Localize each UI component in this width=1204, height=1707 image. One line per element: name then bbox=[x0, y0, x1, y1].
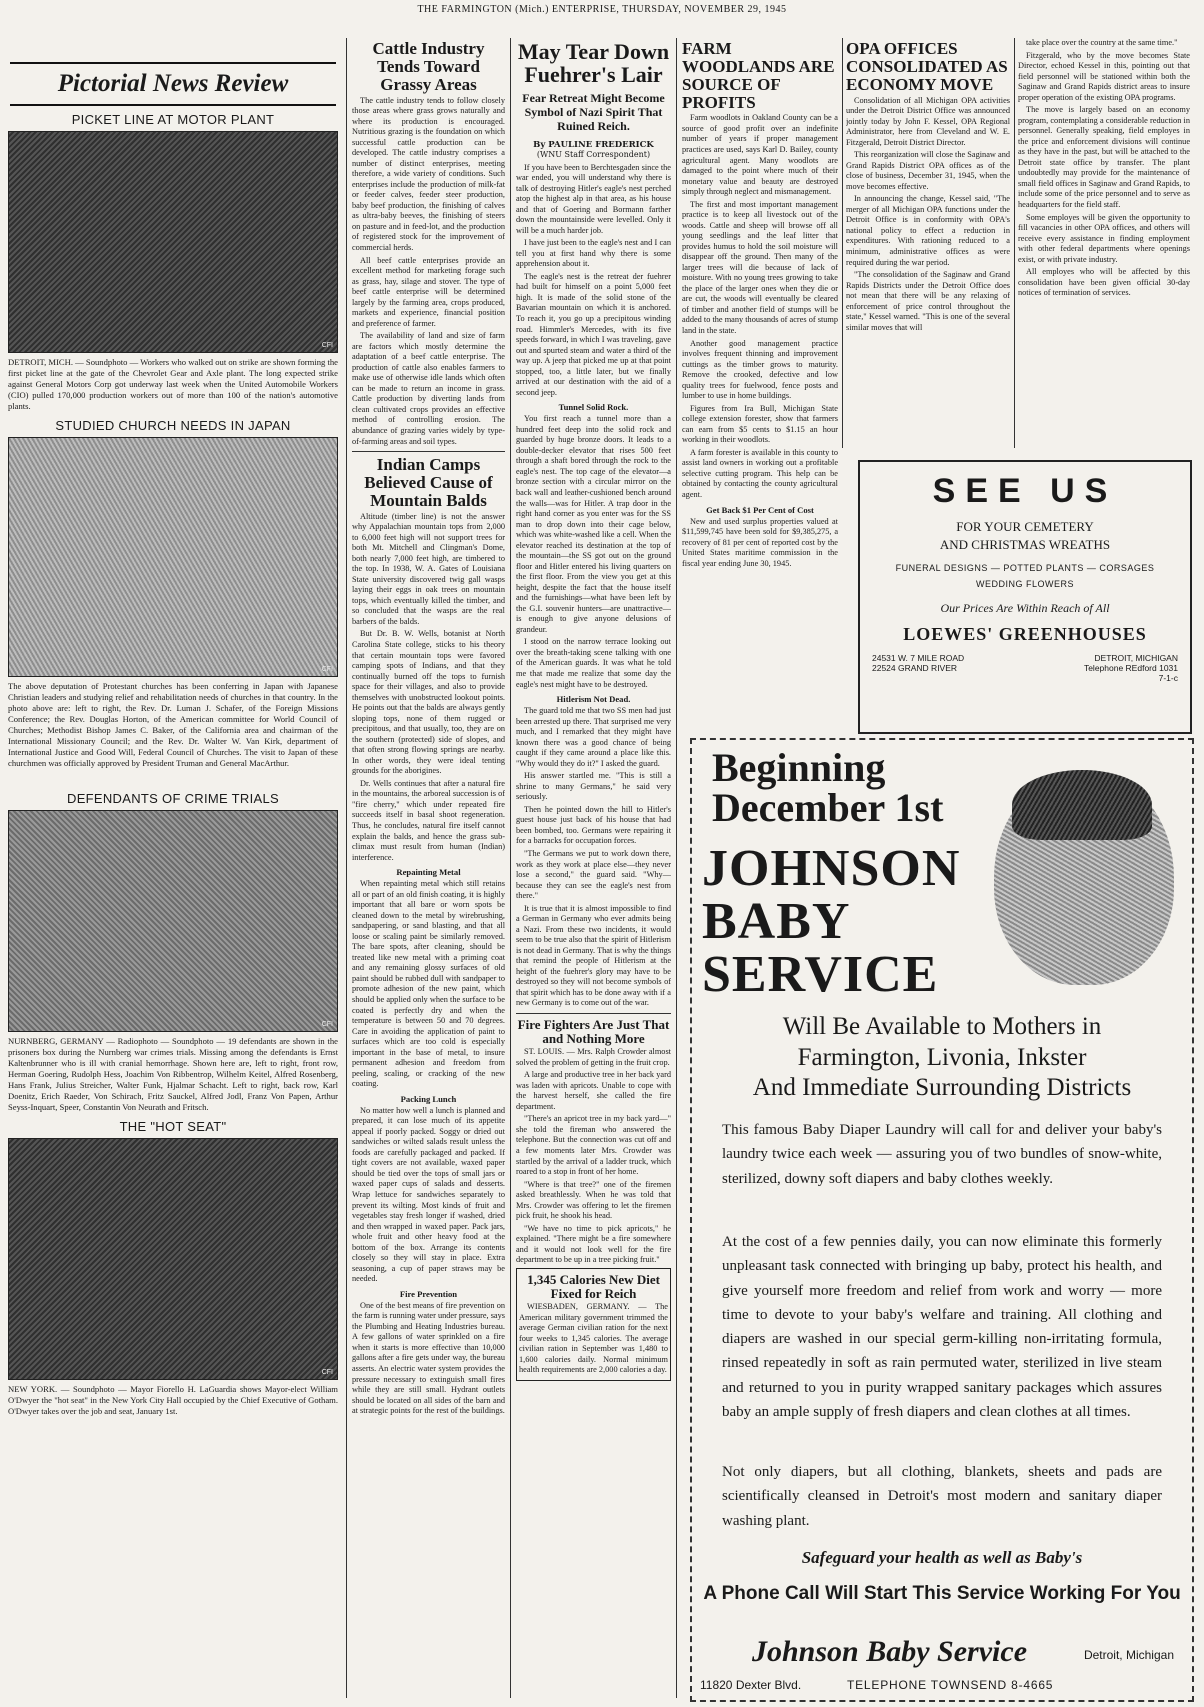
ad-line: AND CHRISTMAS WREATHS bbox=[939, 537, 1111, 552]
article-paragraph: But Dr. B. W. Wells, botanist at North Carolina State college, sticks to his theory that certain mountain tops were favored camping spots of Indians, and that they continually burned off the tops to furnish space for their villages, and also to provide themselves with unobstructed lookout points. He points out that the balds are always gently sloping tops, none of them rugged or precipitous, and that usually, too, they are on the southern (protected) side of slopes, and that often strong flowing springs are nearby. In other words, they were ideal tenting grounds for the aborigines. bbox=[352, 629, 505, 776]
photo-nurnberg-defendants bbox=[8, 810, 338, 1032]
ad-availability-line: Will Be Available to Mothers in bbox=[782, 1013, 1102, 1040]
johnson-baby-ad bbox=[690, 738, 1194, 1702]
photo-picket-line bbox=[8, 131, 338, 353]
column-rule bbox=[676, 38, 677, 1698]
article-paragraph: In announcing the change, Kessel said, "The merger of all Michigan OPA functions under the Detroit Office is in conformity with OPA's national policy to effect a reduction in expenditures. With rationing reduced to a minimum, administrative offices as were required during the war period. bbox=[846, 194, 1010, 267]
calories-box bbox=[516, 1268, 671, 1381]
ad-business-name: LOEWES' GREENHOUSES bbox=[903, 624, 1147, 644]
column-3 bbox=[516, 38, 671, 1698]
ad-phone: Telephone REdford 1031 bbox=[1083, 663, 1178, 673]
article-paragraph: This reorganization will close the Saginaw and Grand Rapids District OPA offices as of the close of business, December 31, 1945, when the move becomes effective. bbox=[846, 150, 1010, 191]
article-paragraph: You first reach a tunnel more than a hundred feet deep into the solid rock and guarded by huge bronze doors. It leads to a double-decker elevator that rises 500 feet through a shaft bored through the rock to the eagle's nest. The top cage of the elevator—a bronze section with a circular mirror on the back wall and leather-cushioned bench around the walls—was for Hitler. A trap door in the right hand corner as you enter was for the SS man to drop down into their cage below, which was white-washed like a cell. When the elevator reached its destination at the top of the mountain—the SS got out on the ground floor and Hitler entered his living quarters on the first floor. From the view you get at this height, despite the fact that the house itself and the furnishings—what have been left by the G.I. souvenir hunters—are unattractive—is enough to give anyone delusions of grandeur. bbox=[516, 414, 671, 634]
ad-city: DETROIT, MICHIGAN bbox=[1094, 653, 1178, 663]
article-paragraph: It is true that it is almost impossible to find a German in Germany who ever admits being a Nazi. From these two incidents, it would seem to be true also that the spirit of Hitlerism is not dead in Germany. That is why the things that remind the people of Hitlerism at the height of the fuehrer's glory may have to be destroyed so they will not become symbols of that spirit which has to be done away with if a new Germany is to come out of the war. bbox=[516, 903, 671, 1008]
column-rule bbox=[1014, 38, 1015, 448]
subheading: Hitlerism Not Dead. bbox=[556, 694, 631, 705]
photo-hot-seat bbox=[8, 1138, 338, 1380]
column-2 bbox=[352, 38, 505, 1698]
article-paragraph: WIESBADEN, GERMANY. — The American military government trimmed the average German civilian ration for the next four weeks to 1,345 calories. The average civilian ration in September was 1,480 to 1,600 calories daily. Normal minimum health requirements are 2,000 calories a day. bbox=[519, 1302, 668, 1375]
ad-line: FOR YOUR CEMETERY bbox=[956, 519, 1094, 534]
ad-see-us: SEE US bbox=[932, 472, 1118, 510]
photo-headline: DEFENDANTS OF CRIME TRIALS bbox=[67, 791, 279, 806]
lunch-headline: Packing Lunch bbox=[400, 1093, 457, 1104]
ad-company-line: BABY bbox=[702, 893, 851, 951]
article-paragraph: Then he pointed down the hill to Hitler's guest house just back of his house that had been bombed, too. Germans were repairing it for a barracks for occupation forces. bbox=[516, 804, 671, 846]
masthead: THE FARMINGTON (Mich.) ENTERPRISE, THURSDAY, NOVEMBER 29, 1945 bbox=[417, 4, 787, 15]
ad-address: 24531 W. 7 MILE ROAD bbox=[872, 653, 965, 663]
article-paragraph: The availability of land and size of farm are factors which mostly determine the adaptation of a beef cattle enterprise. The production of cattle also enables farmers to make use of otherwise idle lands which often can be made to return an income in grass. Cattle production by diverting lands from clean cultivated crops provides an effective method of controlling erosion. The abundance of grazing varies widely by type-of-farming areas and soil types. bbox=[352, 331, 505, 446]
article-paragraph: Altitude (timber line) is not the answer why Appalachian mountain tops from 2,000 to 6,000 feet high will not support trees for both Mt. Mitchell and Clingman's Dome, both nearly 7,000 feet high, are timbered to the top. In 1938, W. A. Gates of Louisiana State university discovered twig gall wasps laying their eggs in oak trees on mountain tops, which eventually killed the timber, and so concluded that the wasps are the real barbers of the balds. bbox=[352, 511, 505, 626]
column-5 bbox=[846, 38, 1010, 442]
photo-credit: CFI bbox=[321, 1021, 333, 1028]
photo-headline: PICKET LINE AT MOTOR PLANT bbox=[71, 112, 275, 127]
woodlands-headline: FARM WOODLANDS ARE SOURCE OF PROFITS bbox=[682, 39, 835, 112]
ad-paragraph: At the cost of a few pennies daily, you can now eliminate this formerly unpleasant task connected with bringing up baby, protect his health, and give yourself more freedom and relief from work and worry — more time to devote to your baby's welfare and training. All clothing and diapers are washed in our special germ-killing non-irritating formula, rinsed repeatedly in soft as rain permuted water, sterilized in live steam and returned to you in purity wrapped sanitary packages which assures baby an ample supply of fresh diapers and clean clothes at all times. bbox=[722, 1234, 1162, 1421]
article-paragraph: "The Germans we put to work down there, work as they work at place else—they never lose a second," the guard said. "Why—because they can see the eagle's nest from there." bbox=[516, 848, 671, 901]
article-paragraph: Consolidation of all Michigan OPA activities under the Detroit District Office was announced jointly today by John F. Kessel, OPA Regional Administrator, here from Cleveland and W. E. Fitzgerald, Detroit District Director. bbox=[846, 95, 1010, 147]
opa-headline: OPA OFFICES CONSOLIDATED AS ECONOMY MOVE bbox=[846, 39, 1008, 94]
hitler-headline: May Tear Down Fuehrer's Lair bbox=[517, 39, 670, 88]
ad-availability-line: And Immediate Surrounding Districts bbox=[752, 1074, 1132, 1101]
article-paragraph: "Where is that tree?" one of the firemen asked breathlessly. When he was told that Mrs. Crowder was offering to let the firemen pick fruit, he shook his head. bbox=[516, 1179, 671, 1221]
article-paragraph: Figures from Ira Bull, Michigan State college extension forester, show that farmers can earn from $5 cents to $1.15 an hour working in their woodlots. bbox=[682, 403, 838, 445]
article-paragraph: "The consolidation of the Saginaw and Grand Rapids Districts under the Detroit Office does not mean that there will be any relaxing of enforcement of price control throughout the state," Kessel warned. "This is one of the several similar moves that will bbox=[846, 270, 1010, 332]
article-paragraph: Farm woodlots in Oakland County can be a source of good profit over an indefinite number of years if proper management practices are used, says Karl D. Bailey, county agricultural agent. Many woodlots are damaged to the point where much of their monetary value and beauty are destroyed simply through neglect and mismanagement. bbox=[682, 113, 838, 197]
ad-line: Our Prices Are Within Reach of All bbox=[940, 601, 1110, 615]
photo-church-deputation bbox=[8, 437, 338, 677]
photo-caption: DETROIT, MICH. — Soundphoto — Workers who walked out on strike are shown forming the first picket line at the gate of the Chevrolet Gear and Axle plant. The long expected strike against General Motors Corp got underway last week when the United Automobile Workers (CIO) pulled 170,000 production workers out of more than 100 of the nation's automotive plants. bbox=[8, 357, 338, 411]
ad-telephone: TELEPHONE TOWNSEND 8-4665 bbox=[847, 1678, 1054, 1692]
photo-credit: CFI bbox=[321, 666, 333, 673]
article-paragraph: All beef cattle enterprises provide an excellent method for marketing forage such as grass, hay, silage and stover. The type of beef cattle enterprise will be determined largely by the farming area, crops produced, markets and experience, financial position and preference of farmer. bbox=[352, 255, 505, 328]
photo-credit: CFI bbox=[321, 342, 333, 349]
cattle-headline: Cattle Industry Tends Toward Grassy Areas bbox=[372, 39, 485, 94]
photo-headline: STUDIED CHURCH NEEDS IN JAPAN bbox=[55, 418, 291, 433]
article-paragraph: The move is largely based on an economy program, contemplating a considerable reduction in personnel. Generally speaking, field employes in the price and enforcement divisions will continue as they have in the past, but will be attached to the Detroit state office by transfer. The plant undoubtedly may provide for the maintenance of small field offices in Saginaw and Grand Rapids, to include some of the price personnel and to serve as headquarters for the field staff. bbox=[1018, 105, 1190, 209]
ad-safeguard: Safeguard your health as well as Baby's bbox=[801, 1548, 1083, 1567]
article-paragraph: Another good management practice involves frequent thinning and improvement cuttings as the timber grows to maturity. Remove the crooked, defective and low quality trees for fuelwood, fence posts and lumber to use in home buildings. bbox=[682, 338, 838, 401]
article-paragraph: take place over the country at the same time." bbox=[1026, 38, 1178, 47]
byline-affiliation: (WNU Staff Correspondent) bbox=[536, 149, 651, 159]
subheading: Tunnel Solid Rock. bbox=[558, 402, 629, 413]
calories-headline: 1,345 Calories New Diet Fixed for Reich bbox=[527, 1271, 660, 1301]
ad-street: 11820 Dexter Blvd. bbox=[700, 1678, 802, 1692]
photo-caption: NEW YORK. — Soundphoto — Mayor Fiorello H. LaGuardia shows Mayor-elect William O'Dwyer the "hot seat" in the New York City Hall occupied by the Chief Executive of Gotham. O'Dwyer takes over the job and seat, January 1st. bbox=[8, 1384, 338, 1416]
baby-illustration bbox=[994, 770, 1174, 985]
photo-caption: NURNBERG, GERMANY — Radiophoto — Soundphoto — 19 defendants are shown in the prisoners box during the Nurnberg war crimes trials. Missing among the defendants is Ernst Kaltenbrunner who is ill with cranial hemorrhage. Shown here are, left to right, front row, Herman Goering, Rudolph Hess, Joachim Von Ribbentrop, Wilhelm Keitel, Alfred Rosenberg, Hans Frank, Julius Streicher, Walter Funk, Hjalmar Schacht. Left to right, back row, Karl Doenitz, Erich Raeder, Von Schirach, Fritz Sauckel, Alfred Jodl, Franz Von Papen, Arthur Seyss-Inquart, Speer, Constantin Von Neurath and Fritsch. bbox=[8, 1036, 338, 1112]
ad-city: Detroit, Michigan bbox=[1083, 1648, 1174, 1662]
article-paragraph: A farm forester is available in this county to assist land owners in working out a profitable selective cutting program. This help can be obtained by contacting the county agricultural agent. bbox=[682, 447, 838, 499]
pictorial-banner: Pictorial News Review bbox=[10, 62, 336, 106]
ad-availability bbox=[692, 1012, 1192, 1104]
ad-paragraph: This famous Baby Diaper Laundry will call for and deliver your baby's laundry twice each week — assuring you of two bundles of snow-white, sterilized, downy soft diapers and baby clothes weekly. bbox=[722, 1122, 1162, 1187]
ad-line: WEDDING FLOWERS bbox=[975, 579, 1074, 589]
metal-headline: Repainting Metal bbox=[396, 867, 461, 878]
ad-address-block bbox=[872, 653, 1178, 683]
article-paragraph: Dr. Wells continues that after a natural fire in the mountains, the arboreal succession is of "fire cherry," which under repeated fire succeeds itself in basal shoot regeneration. Thus, he concludes, natural fire itself cannot explain the balds, and hence the grass sub-climax must result from human (Indian) interference. bbox=[352, 778, 505, 862]
firefighters-headline: Fire Fighters Are Just That and Nothing More bbox=[517, 1016, 670, 1046]
fire-prevention-headline: Fire Prevention bbox=[399, 1288, 458, 1299]
balds-headline: Indian Camps Believed Cause of Mountain Balds bbox=[364, 455, 493, 510]
ad-company-line: JOHNSON bbox=[702, 840, 961, 897]
photo-caption: The above deputation of Protestant churches has been conferring in Japan with Japanese Christian leaders and studying relief and rehabilitation needs of churches in that country. In the photo above are: left to right, the Rev. Dr. Luman J. Schafer, of the Foreign Missions Conference; the Rev. Douglas Horton, of the American committee for World Council of Churches; Methodist Bishop James C. Baker, of the California area and chairman of the International Missionary Council; and the Rev. Dr. Walter W. Van Kirk, department of International Justice and Good Will, Federal Council of Churches. The visit to Japan of these churchmen was officially approved by President Truman and General MacArthur. bbox=[8, 681, 338, 768]
column-rule bbox=[346, 38, 347, 1698]
article-paragraph: I stood on the narrow terrace looking out over the breath-taking scene talking with one of the American guards. It was what he told me that made me realize that some day the eagle's nest might have to be destroyed. bbox=[516, 637, 671, 689]
article-paragraph: The eagle's nest is the retreat der fuehrer had built for himself on a point 5,000 feet high. It is made of the solid stone of the Bavarian mountain on which it is anchored. To reach it, you go up a precipitous winding road. Himmler's Mercedes, with its five speeds forward, in which I was traveling, gave out and spurted steam and water a third of the way up. A jeep that picked me up at that point stopped, too, a little later, but we finally arrived at our destination with the aid of a second jeep. bbox=[516, 271, 671, 397]
pictorial-column bbox=[0, 38, 346, 1698]
article-paragraph: One of the best means of fire prevention on the farm is running water under pressure, says the Plumbing and Heating Industries bureau. A few gallons of water sprinkled on a fire when it starts is more effective than 10,000 gallons after a fire gets under way, the bureau asserts. An electric water system provides the pressure necessary to extinguish small fires while they are still small. Hydrant outlets should be located on all sides of the barn and at strategic points for the rest of the buildings. bbox=[352, 1300, 505, 1416]
ad-beginning-text: Beginning bbox=[712, 745, 886, 790]
article-paragraph: His answer startled me. "This is still a shrine to many Germans," he said very seriously. bbox=[516, 771, 671, 802]
ad-company bbox=[702, 840, 961, 1004]
ad-company-line: SERVICE bbox=[702, 946, 939, 1004]
article-paragraph: New and used surplus properties valued at $11,599,745 have been sold for $9,385,275, a recovery of 81 per cent of reported cost by the United States maritime commission in the fiscal year ending June 30, 1945. bbox=[682, 516, 838, 568]
article-paragraph: I have just been to the eagle's nest and I can tell you at first hand why there is some apprehension about it. bbox=[516, 238, 671, 269]
article-paragraph: Fitzgerald, who by the move becomes State Director, echoed Kessel in this, pointing out that field personnel will be stationed within both the Saginaw and Grand Rapids district areas to insure proper operation of the existing OPA programs. bbox=[1018, 50, 1190, 102]
article-divider bbox=[516, 1013, 671, 1014]
hitler-deck: Fear Retreat Might Become Symbol of Nazi Spirit That Ruined Reich. bbox=[522, 91, 665, 133]
article-paragraph: The first and most important management practice is to keep all livestock out of the woods. Cattle and sheep will browse off all young seedlings and the leaf litter that provides humus to hold the soil moisture will disappear off the ground. Then many of the larger trees will die because of lack of moisture. With no young trees growing to take the place of the larger ones when they die or are cut, the woods will eventually be cleared of timber and another field of stumps will be added to the many thousands of acres of stump land in the state. bbox=[682, 199, 838, 335]
column-6 bbox=[1018, 38, 1190, 442]
column-rule bbox=[842, 38, 843, 448]
article-paragraph: No matter how well a lunch is planned and prepared, it can lose much of its appetite appeal if poorly packed. Soggy or dried out sandwiches or wilted salads result unless the foods are carefully packaged and packed. If tight covers are not available, waxed paper should be tied over the tops of small jars or waxed paper cups of salads and desserts. Wrap lettuce for sandwiches separately to prevent its wilting. Most kinds of fruit and vegetables stay fresh longer if washed, dried and then wrapped in waxed paper. Pack jars, whole fruit and other heavy food at the bottom of the box. Arrange its contents closely so they will stay in place. Extra seasoning, a cup of paper straws may be needed. bbox=[352, 1105, 505, 1284]
ad-business-name: Johnson Baby Service bbox=[752, 1635, 1028, 1668]
ad-beginning bbox=[712, 745, 944, 830]
article-divider bbox=[352, 451, 505, 452]
article-paragraph: ST. LOUIS. — Mrs. Ralph Crowder almost solved the problem of getting in the fruit crop. bbox=[516, 1047, 671, 1067]
article-paragraph: A large and productive tree in her back yard was laden with apricots. Unable to cope with the harvest herself, she called the fire department. bbox=[516, 1070, 671, 1111]
article-paragraph: "There's an apricot tree in my back yard—" she told the fireman who answered the telephone. But the connection was cut off and a few moments later Mrs. Crowder was startled by the arrival of a ladder truck, which roared to a stop in front of her home. bbox=[516, 1114, 671, 1177]
article-paragraph: If you have been to Berchtesgaden since the war ended, you will understand why there is talk of destroying Hitler's eagle's nest perched atop the highest alp in that area, as his house and that of Goering and Bormann farther down the mountainside were levelled. Only it will be a much harder job. bbox=[516, 162, 671, 235]
byline: By PAULINE FREDERICK bbox=[533, 139, 654, 150]
photo-credit: CFI bbox=[321, 1369, 333, 1376]
baby-hair bbox=[1012, 770, 1152, 840]
column-rule bbox=[510, 38, 511, 1698]
article-paragraph: The guard told me that two SS men had just been arrested up there. That surprised me very much, and I remarked that they might have known there was a good chance of being caught if they came around a place like this. "Why would they do it?" I asked the guard. bbox=[516, 706, 671, 768]
greenhouse-ad bbox=[858, 460, 1192, 734]
ad-date: December 1st bbox=[712, 785, 944, 830]
article-paragraph: "We have no time to pick apricots," he explained. "There might be a fire somewhere and it would not look well for the fire department to be up in a tree picking fruit." bbox=[516, 1223, 671, 1265]
surplus-headline: Get Back $1 Per Cent of Cost bbox=[706, 504, 814, 515]
photo-headline: THE "HOT SEAT" bbox=[119, 1119, 227, 1134]
ad-phone-call: A Phone Call Will Start This Service Working For You bbox=[703, 1583, 1181, 1604]
article-paragraph: All employes who will be affected by this consolidation have been given official 30-day notices of termination of services. bbox=[1018, 267, 1190, 298]
ad-line: FUNERAL DESIGNS — POTTED PLANTS — CORSAGES bbox=[895, 563, 1155, 573]
article-paragraph: The cattle industry tends to follow closely those areas where grass grows naturally and where its production is encouraged. Nutritious grazing is the foundation on which successful cattle production can be developed. The cattle industry comprises a number of distinct enterprises, meeting therefore, a wide variety of conditions. Such enterprises include the production of milk-fat or feeder calves, feeder steer production, baby beef production, the finishing of calves as ultra-baby beeves, the finishing of steers on pasture and in feed-lot, and the production of registered stock for the improvement of commercial herds. bbox=[352, 95, 505, 252]
column-4 bbox=[682, 38, 838, 738]
article-paragraph: Some employes will be given the opportunity to fill vacancies in other OPA offices, and others will receive every assistance in finding employment with other federal departments where openings exist, or with private industry. bbox=[1018, 212, 1190, 264]
ad-paragraph: Not only diapers, but all clothing, blankets, sheets and pads are scientifically cleansed in Detroit's most modern and sanitary diaper washing plant. bbox=[722, 1464, 1162, 1529]
ad-code: 7-1-c bbox=[1158, 673, 1178, 683]
ad-address: 22524 GRAND RIVER bbox=[872, 663, 958, 673]
ad-availability-line: Farmington, Livonia, Inkster bbox=[797, 1043, 1087, 1071]
article-paragraph: When repainting metal which still retains all or part of an old finish coating, it is highly important that all bare or worn spots be cleaned down to the metal by wirebrushing, sandpapering, or sand blasting, and that all loose or scaling paint be similarly removed. The bare spots, after cleaning, should be treated like new metal with a priming coat and any remaining glossy surfaces of old paint should be rubbed dull with sandpaper to promote adhesion of the new paint, which should be applied only when the surface to be coated is perfectly dry and when the temperature is between 50 and 70 degrees. Care in avoiding the application of paint to surfaces which are too cold is especially important in the base of metal, to insure permanent adhesion and freedom from peeling, scaling, or cracking of the new coating. bbox=[352, 879, 505, 1089]
